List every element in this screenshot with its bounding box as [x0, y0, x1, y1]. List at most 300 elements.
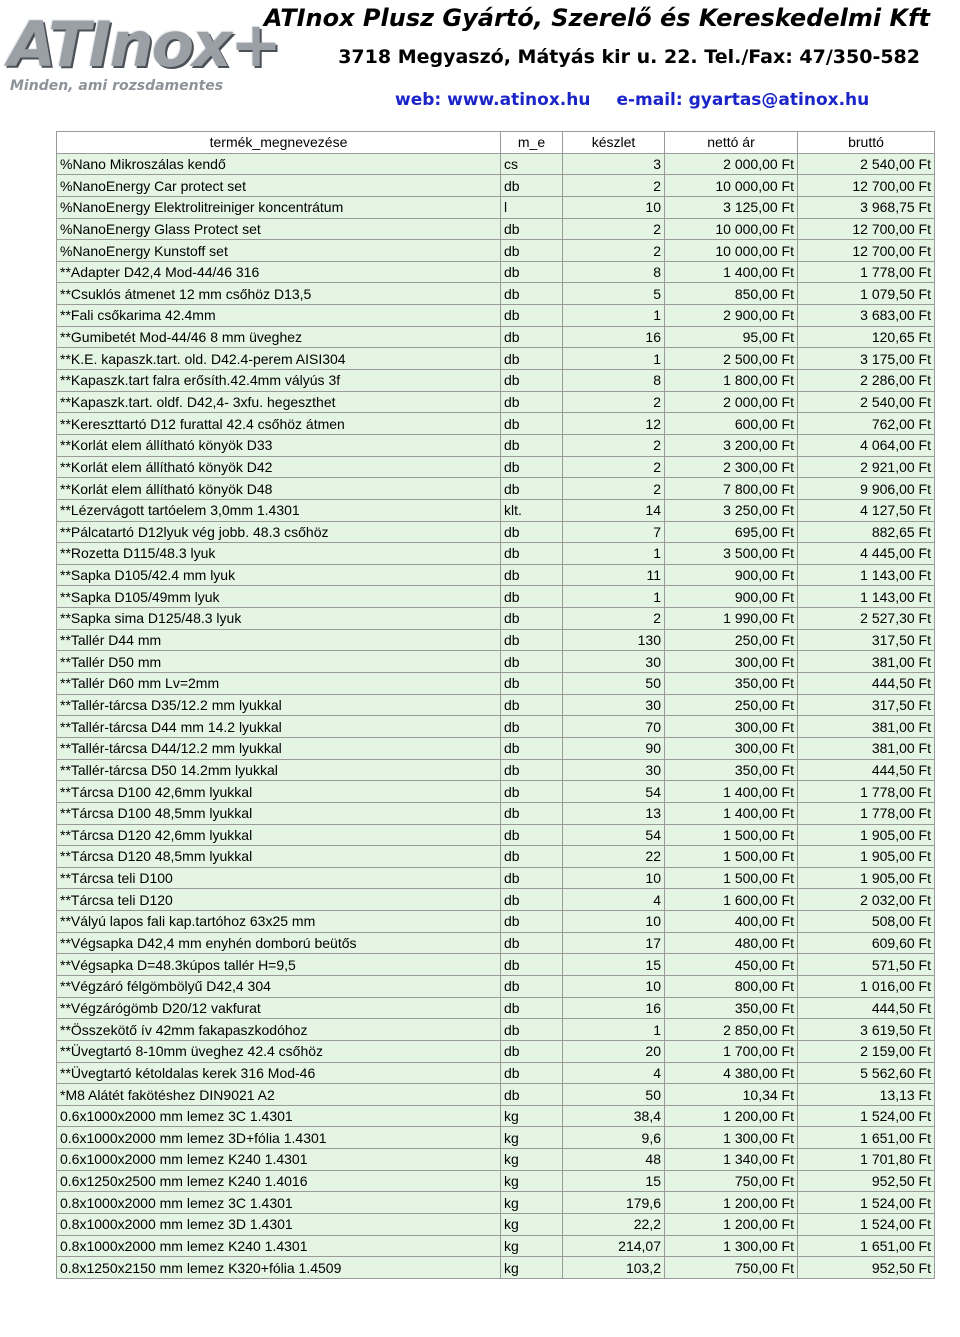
unit-cell: klt. — [501, 499, 563, 521]
gross-price-cell: 609,60 Ft — [798, 932, 935, 954]
unit-cell: db — [501, 1084, 563, 1106]
table-row — [57, 651, 935, 673]
table-row — [57, 1062, 935, 1084]
product-name-cell: **Sapka D105/49mm lyuk — [57, 586, 501, 608]
product-name-cell: 0.6x1000x2000 mm lemez 3D+fólia 1.4301 — [57, 1127, 501, 1149]
unit-cell: db — [501, 781, 563, 803]
gross-price-cell: 3 175,00 Ft — [798, 348, 935, 370]
product-name-cell: **Korlát elem állítható könyök D33 — [57, 434, 501, 456]
unit-cell: kg — [501, 1127, 563, 1149]
gross-price-cell: 1 143,00 Ft — [798, 564, 935, 586]
net-price-cell: 1 340,00 Ft — [665, 1149, 798, 1171]
product-name-cell: %NanoEnergy Elektrolitreiniger koncentrátum — [57, 196, 501, 218]
stock-cell: 16 — [563, 326, 665, 348]
product-name-cell: **Korlát elem állítható könyök D48 — [57, 478, 501, 500]
gross-price-cell: 952,50 Ft — [798, 1257, 935, 1279]
unit-cell: db — [501, 1019, 563, 1041]
net-price-cell: 3 200,00 Ft — [665, 434, 798, 456]
table-row — [57, 326, 935, 348]
gross-price-cell: 4 064,00 Ft — [798, 434, 935, 456]
unit-cell: db — [501, 954, 563, 976]
table-row — [57, 261, 935, 283]
unit-cell: db — [501, 478, 563, 500]
stock-cell: 30 — [563, 694, 665, 716]
table-row — [57, 975, 935, 997]
table-row — [57, 889, 935, 911]
table-row — [57, 434, 935, 456]
gross-price-cell: 1 778,00 Ft — [798, 261, 935, 283]
product-name-cell: **Tárcsa D100 42,6mm lyukkal — [57, 781, 501, 803]
gross-price-cell: 3 619,50 Ft — [798, 1019, 935, 1041]
product-name-cell: %NanoEnergy Car protect set — [57, 175, 501, 197]
net-price-cell: 695,00 Ft — [665, 521, 798, 543]
stock-cell: 1 — [563, 1019, 665, 1041]
unit-cell: l — [501, 196, 563, 218]
unit-cell: db — [501, 867, 563, 889]
product-name-cell: **Tallér D60 mm Lv=2mm — [57, 673, 501, 695]
net-price-cell: 900,00 Ft — [665, 564, 798, 586]
gross-price-cell: 12 700,00 Ft — [798, 175, 935, 197]
product-name-cell: **Üvegtartó 8-10mm üveghez 42.4 csőhöz — [57, 1040, 501, 1062]
net-price-cell: 600,00 Ft — [665, 413, 798, 435]
gross-price-cell: 952,50 Ft — [798, 1170, 935, 1192]
product-name-cell: *M8 Alátét fakötéshez DIN9021 A2 — [57, 1084, 501, 1106]
table-header-row — [57, 132, 935, 154]
unit-cell: db — [501, 434, 563, 456]
stock-cell: 16 — [563, 997, 665, 1019]
net-price-cell: 1 400,00 Ft — [665, 781, 798, 803]
net-price-cell: 350,00 Ft — [665, 673, 798, 695]
net-price-cell: 300,00 Ft — [665, 716, 798, 738]
net-price-cell: 350,00 Ft — [665, 997, 798, 1019]
table-row — [57, 391, 935, 413]
unit-cell: db — [501, 629, 563, 651]
gross-price-cell: 1 524,00 Ft — [798, 1105, 935, 1127]
table-row — [57, 846, 935, 868]
unit-cell: db — [501, 1062, 563, 1084]
stock-cell: 10 — [563, 196, 665, 218]
table-row — [57, 283, 935, 305]
stock-cell: 1 — [563, 543, 665, 565]
table-row — [57, 1127, 935, 1149]
unit-cell: db — [501, 348, 563, 370]
net-price-cell: 1 500,00 Ft — [665, 846, 798, 868]
stock-cell: 30 — [563, 651, 665, 673]
stock-cell: 103,2 — [563, 1257, 665, 1279]
logo-text: ATInox+ — [8, 8, 281, 81]
gross-price-cell: 2 540,00 Ft — [798, 153, 935, 175]
table-row — [57, 629, 935, 651]
gross-price-cell: 2 286,00 Ft — [798, 370, 935, 392]
table-row — [57, 456, 935, 478]
net-price-cell: 3 250,00 Ft — [665, 499, 798, 521]
product-name-cell: **Tallér-tárcsa D50 14.2mm lyukkal — [57, 759, 501, 781]
table-row — [57, 1105, 935, 1127]
gross-price-cell: 9 906,00 Ft — [798, 478, 935, 500]
net-price-cell: 10,34 Ft — [665, 1084, 798, 1106]
unit-cell: kg — [501, 1170, 563, 1192]
column-header-net-price: nettó ár — [665, 132, 798, 154]
unit-cell: db — [501, 737, 563, 759]
gross-price-cell: 317,50 Ft — [798, 694, 935, 716]
net-price-cell: 2 850,00 Ft — [665, 1019, 798, 1041]
gross-price-cell: 3 968,75 Ft — [798, 196, 935, 218]
product-name-cell: %Nano Mikroszálas kendő — [57, 153, 501, 175]
stock-cell: 2 — [563, 218, 665, 240]
gross-price-cell: 1 701,80 Ft — [798, 1149, 935, 1171]
table-row — [57, 802, 935, 824]
net-price-cell: 750,00 Ft — [665, 1257, 798, 1279]
gross-price-cell: 1 651,00 Ft — [798, 1235, 935, 1257]
stock-cell: 15 — [563, 1170, 665, 1192]
product-name-cell: 0.6x1000x2000 mm lemez K240 1.4301 — [57, 1149, 501, 1171]
table-row — [57, 1149, 935, 1171]
product-name-cell: **Csuklós átmenet 12 mm csőhöz D13,5 — [57, 283, 501, 305]
product-name-cell: **Tallér D44 mm — [57, 629, 501, 651]
unit-cell: db — [501, 997, 563, 1019]
net-price-cell: 1 400,00 Ft — [665, 261, 798, 283]
net-price-cell: 1 990,00 Ft — [665, 608, 798, 630]
gross-price-cell: 1 143,00 Ft — [798, 586, 935, 608]
unit-cell: db — [501, 673, 563, 695]
net-price-cell: 1 200,00 Ft — [665, 1192, 798, 1214]
product-name-cell: **Fali csőkarima 42.4mm — [57, 305, 501, 327]
unit-cell: db — [501, 218, 563, 240]
table-row — [57, 997, 935, 1019]
table-row — [57, 521, 935, 543]
gross-price-cell: 444,50 Ft — [798, 673, 935, 695]
unit-cell: db — [501, 911, 563, 933]
stock-cell: 38,4 — [563, 1105, 665, 1127]
product-name-cell: **Végzáró félgömbölyű D42,4 304 — [57, 975, 501, 997]
stock-cell: 10 — [563, 867, 665, 889]
stock-cell: 20 — [563, 1040, 665, 1062]
column-header-unit: m_e — [501, 132, 563, 154]
net-price-cell: 1 700,00 Ft — [665, 1040, 798, 1062]
product-name-cell: **Kapaszk.tart. oldf. D42,4- 3xfu. hegeszthet — [57, 391, 501, 413]
unit-cell: db — [501, 824, 563, 846]
product-name-cell: **Lézervágott tartóelem 3,0mm 1.4301 — [57, 499, 501, 521]
net-price-cell: 1 400,00 Ft — [665, 802, 798, 824]
unit-cell: kg — [501, 1214, 563, 1236]
table-row — [57, 499, 935, 521]
unit-cell: db — [501, 391, 563, 413]
unit-cell: db — [501, 283, 563, 305]
net-price-cell: 300,00 Ft — [665, 737, 798, 759]
unit-cell: cs — [501, 153, 563, 175]
stock-cell: 8 — [563, 370, 665, 392]
stock-cell: 2 — [563, 608, 665, 630]
stock-cell: 50 — [563, 1084, 665, 1106]
product-name-cell: 0.8x1000x2000 mm lemez K240 1.4301 — [57, 1235, 501, 1257]
product-name-cell: **Tárcsa D100 48,5mm lyukkal — [57, 802, 501, 824]
stock-cell: 214,07 — [563, 1235, 665, 1257]
net-price-cell: 3 500,00 Ft — [665, 543, 798, 565]
product-name-cell: **Tallér-tárcsa D35/12.2 mm lyukkal — [57, 694, 501, 716]
table-row — [57, 716, 935, 738]
gross-price-cell: 12 700,00 Ft — [798, 218, 935, 240]
net-price-cell: 10 000,00 Ft — [665, 218, 798, 240]
email-address[interactable]: e-mail: gyartas@atinox.hu — [616, 90, 870, 110]
unit-cell: db — [501, 326, 563, 348]
net-price-cell: 850,00 Ft — [665, 283, 798, 305]
table-row — [57, 1084, 935, 1106]
gross-price-cell: 5 562,60 Ft — [798, 1062, 935, 1084]
stock-cell: 1 — [563, 586, 665, 608]
gross-price-cell: 4 445,00 Ft — [798, 543, 935, 565]
product-name-cell: **Tárcsa teli D120 — [57, 889, 501, 911]
letterhead — [0, 0, 960, 125]
product-name-cell: **Végsapka D42,4 mm enyhén domború beütős — [57, 932, 501, 954]
table-row — [57, 673, 935, 695]
table-row — [57, 1257, 935, 1279]
table-row — [57, 911, 935, 933]
price-table — [56, 131, 935, 1279]
unit-cell: db — [501, 932, 563, 954]
unit-cell: db — [501, 413, 563, 435]
gross-price-cell: 1 778,00 Ft — [798, 781, 935, 803]
product-name-cell: **Gumibetét Mod-44/46 8 mm üveghez — [57, 326, 501, 348]
gross-price-cell: 1 016,00 Ft — [798, 975, 935, 997]
table-row — [57, 196, 935, 218]
product-name-cell: **Pálcatartó D12lyuk vég jobb. 48.3 csőhöz — [57, 521, 501, 543]
product-name-cell: **Korlát elem állítható könyök D42 — [57, 456, 501, 478]
unit-cell: db — [501, 175, 563, 197]
net-price-cell: 10 000,00 Ft — [665, 240, 798, 262]
unit-cell: kg — [501, 1235, 563, 1257]
column-header-stock: készlet — [563, 132, 665, 154]
stock-cell: 8 — [563, 261, 665, 283]
gross-price-cell: 2 540,00 Ft — [798, 391, 935, 413]
net-price-cell: 95,00 Ft — [665, 326, 798, 348]
table-row — [57, 608, 935, 630]
net-price-cell: 900,00 Ft — [665, 586, 798, 608]
unit-cell: db — [501, 1040, 563, 1062]
product-name-cell: **Adapter D42,4 Mod-44/46 316 — [57, 261, 501, 283]
net-price-cell: 1 200,00 Ft — [665, 1105, 798, 1127]
unit-cell: db — [501, 716, 563, 738]
net-price-cell: 2 000,00 Ft — [665, 153, 798, 175]
stock-cell: 2 — [563, 456, 665, 478]
gross-price-cell: 1 651,00 Ft — [798, 1127, 935, 1149]
stock-cell: 22 — [563, 846, 665, 868]
product-name-cell: 0.6x1250x2500 mm lemez K240 1.4016 — [57, 1170, 501, 1192]
stock-cell: 179,6 — [563, 1192, 665, 1214]
unit-cell: db — [501, 846, 563, 868]
gross-price-cell: 762,00 Ft — [798, 413, 935, 435]
stock-cell: 15 — [563, 954, 665, 976]
table-row — [57, 932, 935, 954]
stock-cell: 7 — [563, 521, 665, 543]
gross-price-cell: 2 921,00 Ft — [798, 456, 935, 478]
table-row — [57, 586, 935, 608]
net-price-cell: 1 500,00 Ft — [665, 824, 798, 846]
stock-cell: 4 — [563, 1062, 665, 1084]
product-name-cell: 0.8x1000x2000 mm lemez 3D 1.4301 — [57, 1214, 501, 1236]
unit-cell: kg — [501, 1192, 563, 1214]
gross-price-cell: 317,50 Ft — [798, 629, 935, 651]
net-price-cell: 1 300,00 Ft — [665, 1235, 798, 1257]
table-row — [57, 543, 935, 565]
table-row — [57, 1192, 935, 1214]
stock-cell: 54 — [563, 824, 665, 846]
table-row — [57, 694, 935, 716]
gross-price-cell: 381,00 Ft — [798, 737, 935, 759]
gross-price-cell: 444,50 Ft — [798, 997, 935, 1019]
gross-price-cell: 444,50 Ft — [798, 759, 935, 781]
unit-cell: db — [501, 543, 563, 565]
table-row — [57, 867, 935, 889]
stock-cell: 22,2 — [563, 1214, 665, 1236]
table-row — [57, 759, 935, 781]
gross-price-cell: 1 778,00 Ft — [798, 802, 935, 824]
stock-cell: 2 — [563, 240, 665, 262]
gross-price-cell: 120,65 Ft — [798, 326, 935, 348]
unit-cell: db — [501, 456, 563, 478]
table-row — [57, 781, 935, 803]
product-name-cell: **Tárcsa D120 48,5mm lyukkal — [57, 846, 501, 868]
gross-price-cell: 12 700,00 Ft — [798, 240, 935, 262]
unit-cell: db — [501, 564, 563, 586]
table-row — [57, 824, 935, 846]
table-row — [57, 954, 935, 976]
net-price-cell: 800,00 Ft — [665, 975, 798, 997]
stock-cell: 130 — [563, 629, 665, 651]
table-row — [57, 1019, 935, 1041]
gross-price-cell: 882,65 Ft — [798, 521, 935, 543]
stock-cell: 90 — [563, 737, 665, 759]
net-price-cell: 400,00 Ft — [665, 911, 798, 933]
stock-cell: 70 — [563, 716, 665, 738]
product-name-cell: %NanoEnergy Glass Protect set — [57, 218, 501, 240]
table-row — [57, 240, 935, 262]
product-name-cell: %NanoEnergy Kunstoff set — [57, 240, 501, 262]
stock-cell: 11 — [563, 564, 665, 586]
unit-cell: kg — [501, 1257, 563, 1279]
unit-cell: db — [501, 651, 563, 673]
product-name-cell: **Tallér D50 mm — [57, 651, 501, 673]
gross-price-cell: 4 127,50 Ft — [798, 499, 935, 521]
stock-cell: 4 — [563, 889, 665, 911]
net-price-cell: 3 125,00 Ft — [665, 196, 798, 218]
product-name-cell: **Tárcsa teli D100 — [57, 867, 501, 889]
stock-cell: 1 — [563, 305, 665, 327]
stock-cell: 48 — [563, 1149, 665, 1171]
gross-price-cell: 2 527,30 Ft — [798, 608, 935, 630]
stock-cell: 2 — [563, 175, 665, 197]
stock-cell: 12 — [563, 413, 665, 435]
unit-cell: db — [501, 608, 563, 630]
gross-price-cell: 1 524,00 Ft — [798, 1214, 935, 1236]
product-name-cell: **Összekötő ív 42mm fakapaszkodóhoz — [57, 1019, 501, 1041]
unit-cell: kg — [501, 1149, 563, 1171]
net-price-cell: 480,00 Ft — [665, 932, 798, 954]
gross-price-cell: 508,00 Ft — [798, 911, 935, 933]
table-row — [57, 1040, 935, 1062]
stock-cell: 3 — [563, 153, 665, 175]
gross-price-cell: 2 032,00 Ft — [798, 889, 935, 911]
stock-cell: 50 — [563, 673, 665, 695]
gross-price-cell: 2 159,00 Ft — [798, 1040, 935, 1062]
stock-cell: 10 — [563, 911, 665, 933]
net-price-cell: 1 500,00 Ft — [665, 867, 798, 889]
product-name-cell: **Kereszttartó D12 furattal 42.4 csőhöz átmen — [57, 413, 501, 435]
unit-cell: db — [501, 889, 563, 911]
stock-cell: 14 — [563, 499, 665, 521]
net-price-cell: 450,00 Ft — [665, 954, 798, 976]
gross-price-cell: 1 905,00 Ft — [798, 846, 935, 868]
product-name-cell: **Tárcsa D120 42,6mm lyukkal — [57, 824, 501, 846]
logo-tagline: Minden, ami rozsdamentes — [10, 78, 224, 94]
unit-cell: kg — [501, 1105, 563, 1127]
stock-cell: 54 — [563, 781, 665, 803]
net-price-cell: 1 800,00 Ft — [665, 370, 798, 392]
unit-cell: db — [501, 586, 563, 608]
net-price-cell: 250,00 Ft — [665, 694, 798, 716]
gross-price-cell: 1 905,00 Ft — [798, 867, 935, 889]
unit-cell: db — [501, 975, 563, 997]
net-price-cell: 350,00 Ft — [665, 759, 798, 781]
column-header-gross-price: bruttó — [798, 132, 935, 154]
product-name-cell: **Sapka D105/42.4 mm lyuk — [57, 564, 501, 586]
company-name: ATInox Plusz Gyártó, Szerelő és Kereskedelmi Kft — [263, 4, 930, 32]
stock-cell: 17 — [563, 932, 665, 954]
unit-cell: db — [501, 802, 563, 824]
net-price-cell: 300,00 Ft — [665, 651, 798, 673]
table-row — [57, 1235, 935, 1257]
table-row — [57, 1214, 935, 1236]
stock-cell: 2 — [563, 391, 665, 413]
gross-price-cell: 13,13 Ft — [798, 1084, 935, 1106]
unit-cell: db — [501, 261, 563, 283]
table-row — [57, 305, 935, 327]
net-price-cell: 7 800,00 Ft — [665, 478, 798, 500]
unit-cell: db — [501, 694, 563, 716]
unit-cell: db — [501, 305, 563, 327]
net-price-cell: 2 300,00 Ft — [665, 456, 798, 478]
stock-cell: 5 — [563, 283, 665, 305]
net-price-cell: 250,00 Ft — [665, 629, 798, 651]
unit-cell: db — [501, 240, 563, 262]
product-name-cell: **Rozetta D115/48.3 lyuk — [57, 543, 501, 565]
table-row — [57, 218, 935, 240]
net-price-cell: 750,00 Ft — [665, 1170, 798, 1192]
gross-price-cell: 1 524,00 Ft — [798, 1192, 935, 1214]
net-price-cell: 2 900,00 Ft — [665, 305, 798, 327]
web-address[interactable]: web: www.atinox.hu — [395, 90, 591, 110]
product-name-cell: 0.6x1000x2000 mm lemez 3C 1.4301 — [57, 1105, 501, 1127]
net-price-cell: 4 380,00 Ft — [665, 1062, 798, 1084]
table-row — [57, 564, 935, 586]
table-body — [57, 153, 935, 1278]
product-name-cell: **K.E. kapaszk.tart. old. D42.4-perem AISI304 — [57, 348, 501, 370]
unit-cell: db — [501, 521, 563, 543]
product-name-cell: **Tallér-tárcsa D44/12.2 mm lyukkal — [57, 737, 501, 759]
table-row — [57, 175, 935, 197]
gross-price-cell: 381,00 Ft — [798, 716, 935, 738]
table-row — [57, 348, 935, 370]
product-name-cell: **Sapka sima D125/48.3 lyuk — [57, 608, 501, 630]
unit-cell: db — [501, 759, 563, 781]
product-name-cell: 0.8x1000x2000 mm lemez 3C 1.4301 — [57, 1192, 501, 1214]
table-row — [57, 1170, 935, 1192]
stock-cell: 2 — [563, 478, 665, 500]
product-name-cell: **Végsapka D=48.3kúpos tallér H=9,5 — [57, 954, 501, 976]
net-price-cell: 1 200,00 Ft — [665, 1214, 798, 1236]
contact-line — [395, 90, 869, 110]
product-name-cell: **Végzárógömb D20/12 vakfurat — [57, 997, 501, 1019]
stock-cell: 13 — [563, 802, 665, 824]
